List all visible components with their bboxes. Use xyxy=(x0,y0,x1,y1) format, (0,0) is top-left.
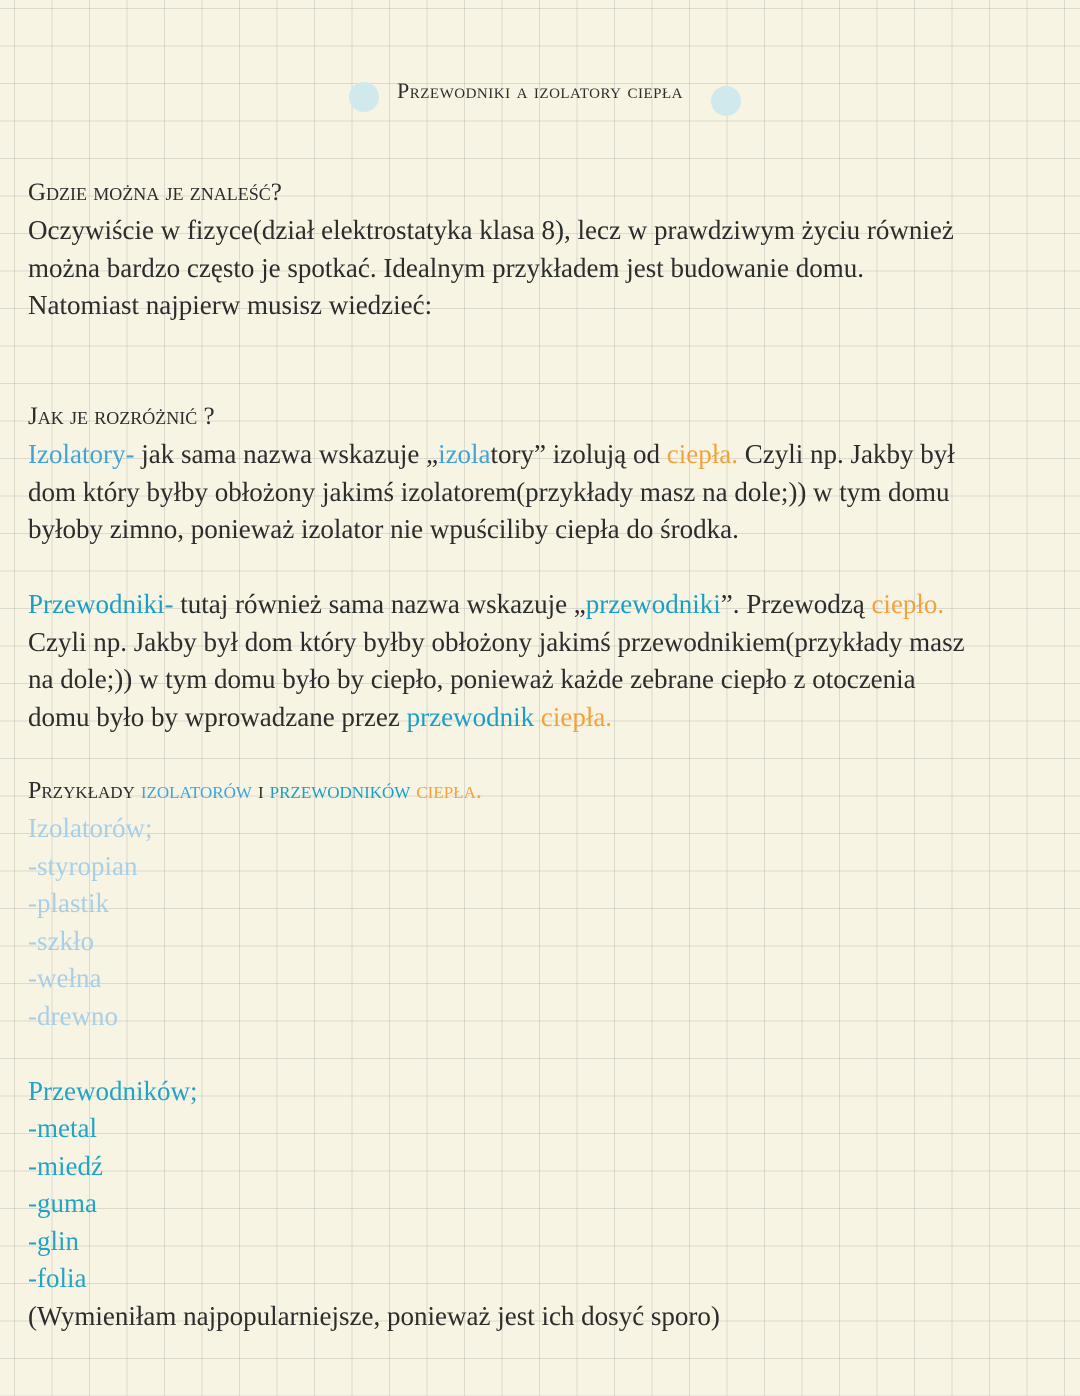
text-run: ”. Przewodzą xyxy=(720,589,872,619)
section-heading: Gdzie można je znaleść? xyxy=(28,179,282,206)
list-item: -styropian xyxy=(28,850,138,881)
list-item: -drewno xyxy=(28,1000,118,1031)
paragraph-line: byłoby zimno, ponieważ izolator nie wpuściliby ciepła do środka. xyxy=(28,514,739,544)
title-wrap xyxy=(0,78,1080,104)
paragraph-line xyxy=(28,436,1018,474)
section-heading xyxy=(28,772,1018,810)
isolators-term: Izolatory- xyxy=(28,439,135,469)
heat-word: ciepła. xyxy=(540,701,613,732)
heat-word: ciepła. xyxy=(666,439,738,469)
decorative-dot xyxy=(711,86,741,116)
section-distinguish xyxy=(28,398,1018,736)
list-item: -miedź xyxy=(28,1150,103,1181)
list-label: Przewodników; xyxy=(28,1075,198,1106)
list-item: -szkło xyxy=(28,925,94,956)
conductors-list xyxy=(28,1073,1018,1298)
paragraph-line: Czyli np. Jakby był dom który byłby obłożony jakimś przewodnikiem(przykłady masz xyxy=(28,626,965,657)
section-where xyxy=(28,174,1018,325)
spacer xyxy=(28,1035,1018,1073)
paragraph-line: Oczywiście w fizyce(dział elektrostatyka klasa 8), lecz w prawdziwym życiu również xyxy=(28,215,954,245)
text-run: ” izolują od xyxy=(534,439,667,469)
paragraph-line: Natomiast najpierw musisz wiedzieć: xyxy=(28,290,433,320)
page-title-text: Przewodniki a izolatory ciepła xyxy=(397,78,683,103)
list-label: Izolatorów; xyxy=(28,813,153,843)
list-item: -metal xyxy=(28,1113,97,1143)
page-title xyxy=(367,78,713,104)
text-run xyxy=(534,702,541,732)
closing-note: (Wymieniłam najpopularniejsze, ponieważ jest ich dosyć sporo) xyxy=(28,1300,720,1331)
conductor-word: przewodnik xyxy=(406,701,535,732)
text-run: i xyxy=(251,778,270,804)
list-item: -guma xyxy=(28,1188,97,1218)
paragraph-line: na dole;)) w tym domu było by ciepło, ponieważ każde zebrane ciepło z otoczenia xyxy=(28,664,916,694)
list-item: -plastik xyxy=(28,888,109,918)
list-item: -folia xyxy=(28,1263,87,1293)
text-run: tory xyxy=(490,439,535,469)
paragraph-line xyxy=(28,699,1018,737)
decorative-dot xyxy=(349,82,379,112)
isolators-list xyxy=(28,810,1018,1035)
text-run: tutaj również sama nazwa wskazuje „ xyxy=(173,589,586,619)
conductors-word: przewodników xyxy=(269,778,411,804)
isolators-quote-part: izola xyxy=(438,439,491,469)
conductors-term: Przewodniki- xyxy=(28,589,174,619)
paragraph-line: dom który byłby obłożony jakimś izolatorem(przykłady masz na dole;)) w tym domu xyxy=(28,476,950,507)
spacer xyxy=(28,549,1018,587)
section-examples xyxy=(28,772,1018,1335)
text-run: Przykłady xyxy=(28,778,141,804)
paragraph-line: można bardzo często je spotkać. Idealnym przykładem jest budowanie domu. xyxy=(28,252,864,283)
section-heading: Jak je rozróżnić ? xyxy=(28,403,215,430)
paragraph-line xyxy=(28,586,1018,624)
isolators-word: izolatorów xyxy=(140,778,252,804)
text-run: Czyli np. Jakby był xyxy=(737,439,955,469)
list-item: -glin xyxy=(28,1225,79,1256)
text-run: jak sama nazwa wskazuje „ xyxy=(134,439,439,469)
text-run: domu było by wprowadzane przez xyxy=(28,701,407,732)
list-item: -wełna xyxy=(28,963,102,993)
heat-word: ciepła. xyxy=(416,778,482,804)
heat-word: ciepło. xyxy=(871,589,945,619)
conductors-quote: przewodniki xyxy=(585,589,721,619)
